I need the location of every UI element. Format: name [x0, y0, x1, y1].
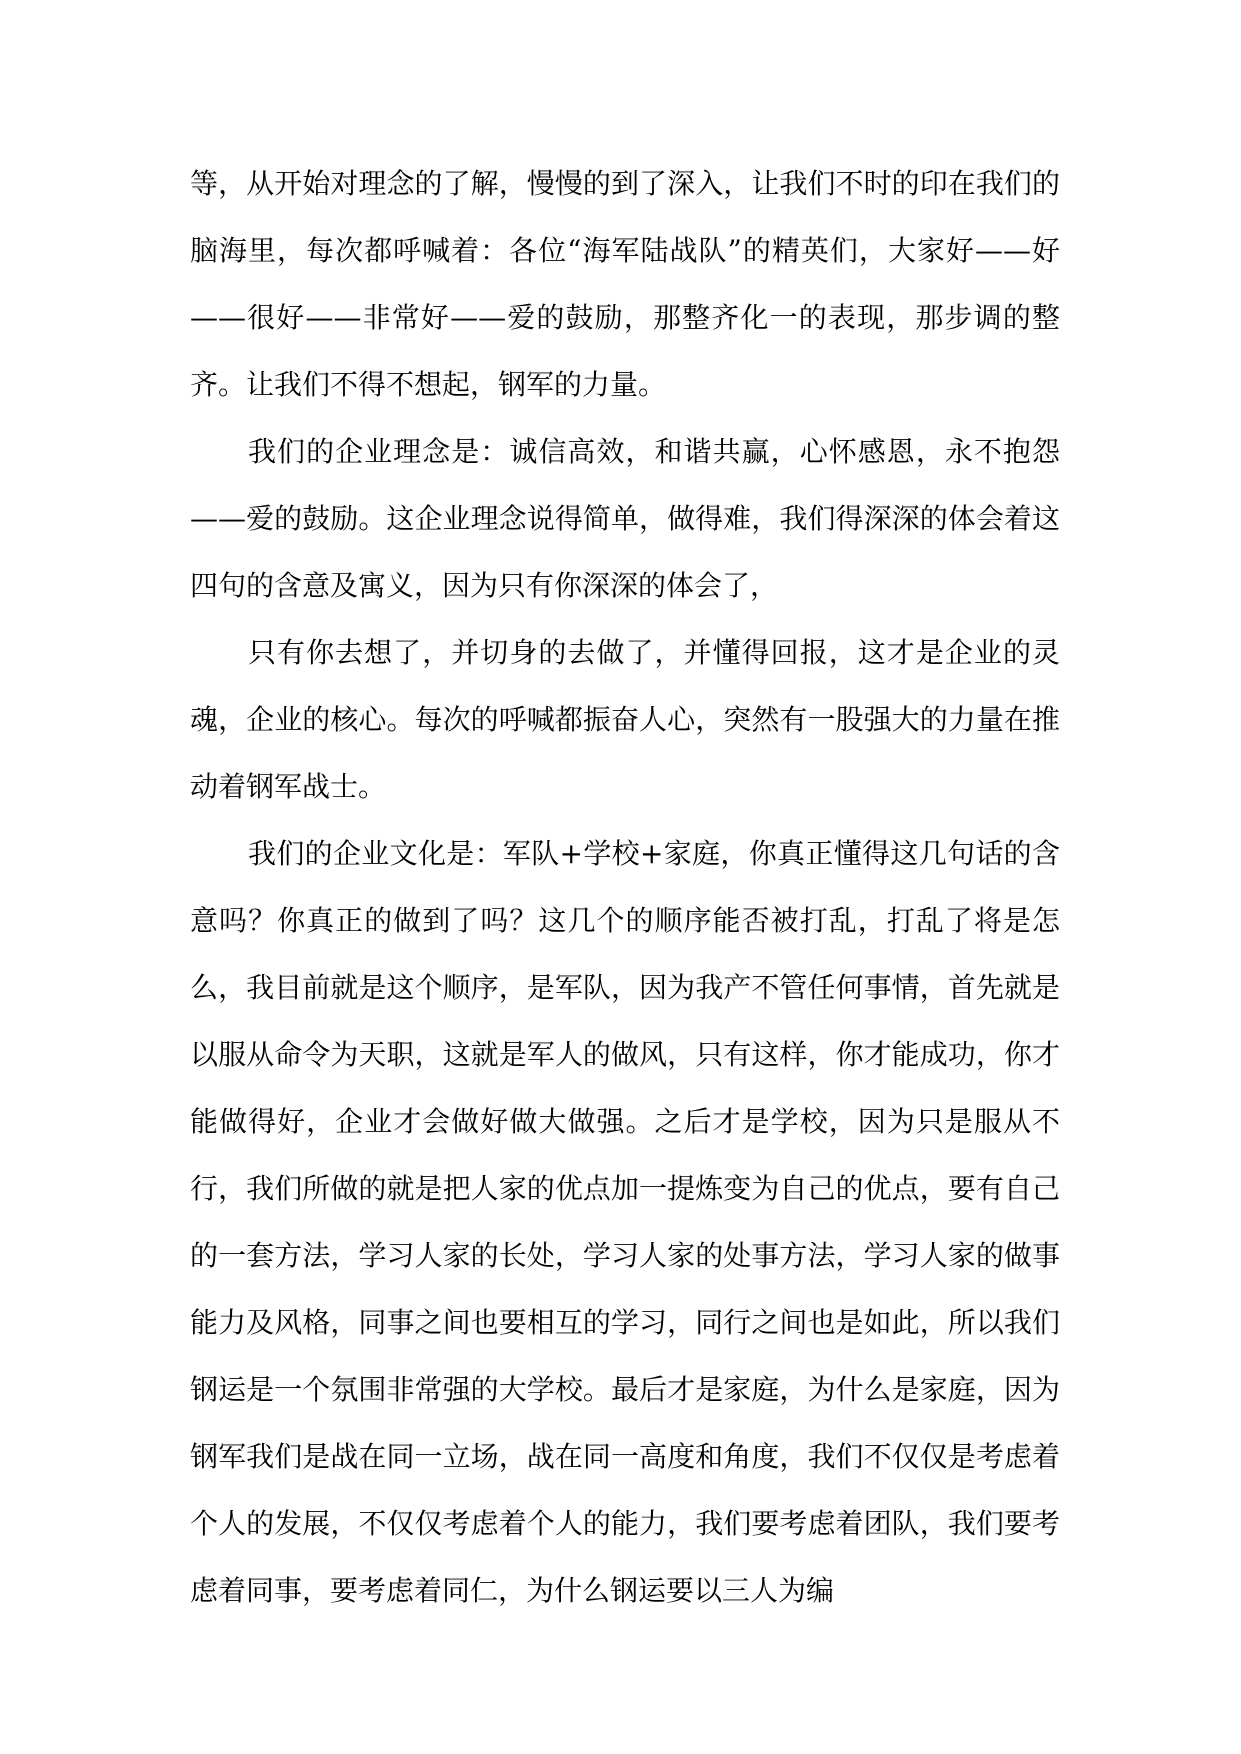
paragraph-4: 我们的企业文化是：军队+学校+家庭，你真正懂得这几句话的含意吗？你真正的做到了吗？这几个的顺序能否被打乱，打乱了将是怎么，我目前就是这个顺序，是军队，因为我产不管任何事情，首先就是以服从命令为天职，这就是军人的做风，只有这样，你才能成功，你才能做得好，企业才会做好做大做强。之后才是学校，因为只是服从不行，我们所做的就是把人家的优点加一提炼变为自己的优点，要有自己的一套方法，学习人家的长处，学习人家的处事方法，学习人家的做事能力及风格，同事之间也要相互的学习，同行之间也是如此，所以我们钢运是一个氛围非常强的大学校。最后才是家庭，为什么是家庭，因为钢军我们是战在同一立场，战在同一高度和角度，我们不仅仅是考虑着个人的发展，不仅仅考虑着个人的能力，我们要考虑着团队，我们要考虑着同事，要考虑着同仁，为什么钢运要以三人为编 — [190, 837, 1060, 1607]
body-text — [190, 150, 1060, 1624]
paragraph-3: 只有你去想了，并切身的去做了，并懂得回报，这才是企业的灵魂，企业的核心。每次的呼喊都振奋人心，突然有一股强大的力量在推动着钢军战士。 — [190, 636, 1060, 803]
paragraph-1: 等，从开始对理念的了解，慢慢的到了深入，让我们不时的印在我们的脑海里，每次都呼喊着：各位“海军陆战队”的精英们，大家好——好——很好——非常好——爱的鼓励，那整齐化一的表现，那步调的整齐。让我们不得不想起，钢军的力量。 — [190, 167, 1060, 401]
paragraph-2: 我们的企业理念是：诚信高效，和谐共赢，心怀感恩，永不抱怨——爱的鼓励。这企业理念说得简单，做得难，我们得深深的体会着这四句的含意及寓义，因为只有你深深的体会了， — [190, 435, 1060, 602]
